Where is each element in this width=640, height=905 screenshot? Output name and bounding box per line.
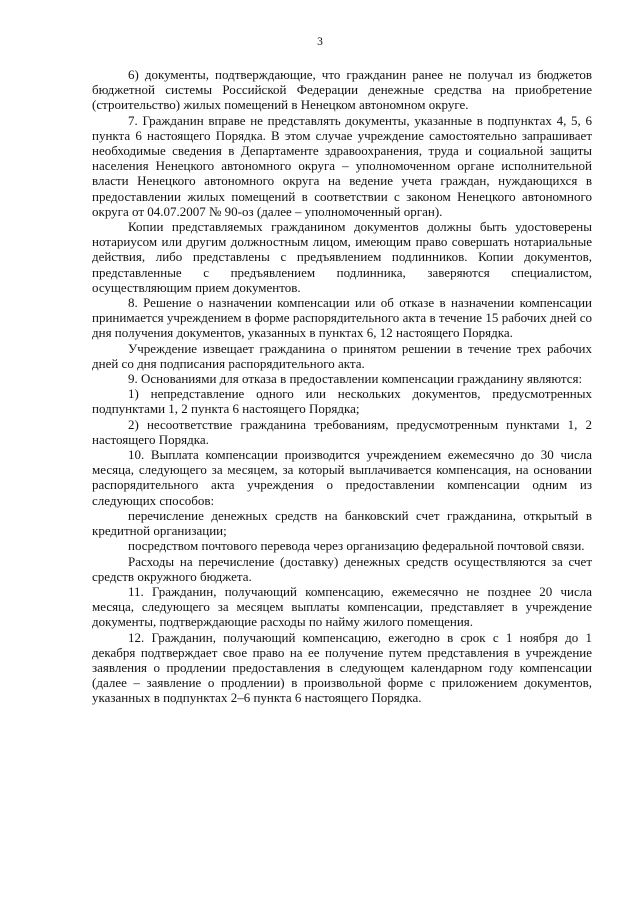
- paragraph-item-6-documents: 6) документы, подтверждающие, что гражданин ранее не получал из бюджетов бюджетной системы Российской Федерации денежные средства на приобретение (строительство) жилых помещений в Ненецком автономном округе.: [92, 67, 592, 113]
- paragraph-clause-8: 8. Решение о назначении компенсации или об отказе в назначении компенсации принимается учреждением в форме распорядительного акта в течение 15 рабочих дней со дня получения документов, указанных в пунктах 6, 12 настоящего Порядка.: [92, 295, 592, 341]
- paragraph-clause-9: 9. Основаниями для отказа в предоставлении компенсации гражданину являются:: [128, 371, 583, 387]
- paragraph-copies-certification: Копии представляемых гражданином документов должны быть удостоверены нотариусом или другим должностным лицом, имеющим право совершать нотариальные действия, либо представлены с предъявлением подлинников. Копии документов, представленные с предъявлением подлинника, заверяются специалистом, осуществляющим прием документов.: [92, 219, 592, 295]
- paragraph-bank-transfer: перечисление денежных средств на банковский счет гражданина, открытый в кредитной организации;: [92, 507, 592, 539]
- paragraph-clause-7: 7. Гражданин вправе не представлять документы, указанные в подпунктах 4, 5, 6 пункта 6 настоящего Порядка. В этом случае учреждение самостоятельно запрашивает необходимые сведения в Департаменте здравоохранения, труда и социальной защиты населения Ненецкого автономного округа – уполномоченном органе исполнительной власти Ненецкого автономного округа на ведение учета граждан, нуждающихся в предоставлении жилых помещений в соответствии с законом Ненецкого автономного округа от 04.07.2007 № 90-оз (далее – уполномоченный орган).: [92, 112, 592, 219]
- paragraph-refusal-reason-2: 2) несоответствие гражданина требованиям, предусмотренным пунктами 1, 2 настоящего Порядка.: [92, 416, 592, 447]
- page-number: 3: [317, 36, 323, 48]
- paragraph-clause-10: 10. Выплата компенсации производится учреждением ежемесячно до 30 числа месяца, следующего за месяцем, за который выплачивается компенсация, на основании распорядительного акта учреждения о предоставлении компенсации одним из следующих способов:: [92, 447, 592, 508]
- paragraph-clause-11: 11. Гражданин, получающий компенсацию, ежемесячно не позднее 20 числа месяца, следующего за месяцем выплаты компенсации, представляет в учреждение документы, подтверждающие расходы по найму жилого помещения.: [92, 583, 592, 630]
- paragraph-clause-12: 12. Гражданин, получающий компенсацию, ежегодно в срок с 1 ноября до 1 декабря подтверждает свое право на ее получение путем представления в учреждение заявления о продлении предоставления в следующем календарном году компенсации (далее – заявление о продлении) в произвольной форме с приложением документов, указанных в подпунктах 2–6 пункта 6 настоящего Порядка.: [92, 629, 592, 706]
- paragraph-refusal-reason-1: 1) непредставление одного или нескольких документов, предусмотренных подпунктами 1, 2 пункта 6 настоящего Порядка;: [92, 386, 592, 417]
- paragraph-postal-transfer: посредством почтового перевода через организацию федеральной почтовой связи.: [128, 538, 585, 554]
- document-body: [92, 67, 592, 706]
- paragraph-notification: Учреждение извещает гражданина о принятом решении в течение трех рабочих дней со дня подписания распорядительного акта.: [92, 340, 592, 371]
- paragraph-expenses: Расходы на перечисление (доставку) денежных средств осуществляются за счет средств окружного бюджета.: [92, 553, 592, 584]
